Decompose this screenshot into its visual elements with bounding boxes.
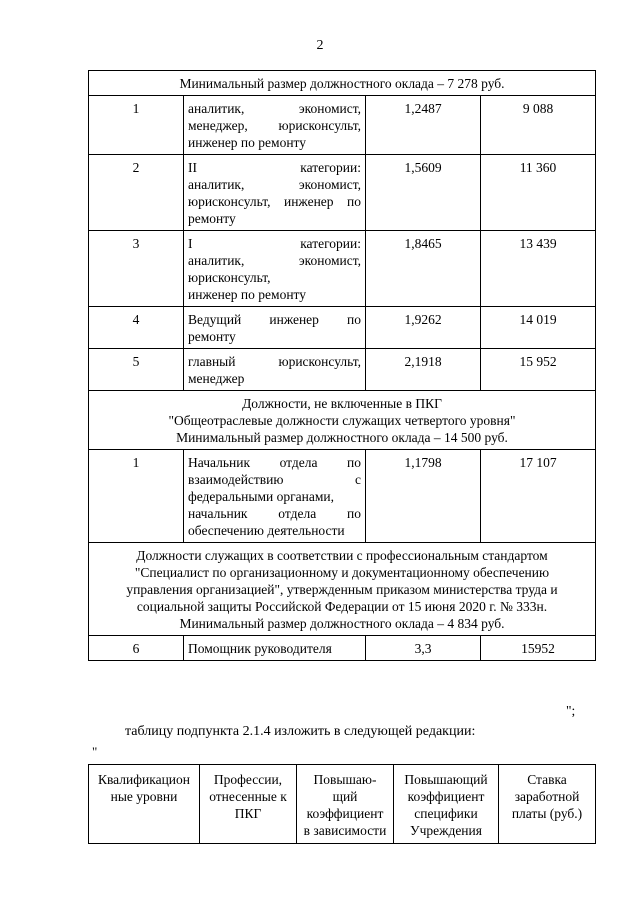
header-line: специфики [414, 806, 478, 821]
text-line: инженер по ремонту [188, 135, 307, 150]
header-line: "Специалист по организационному и документационному обеспечению [134, 565, 550, 580]
salary: 14 019 [481, 307, 596, 349]
header-line: Ставка [527, 772, 567, 787]
position-name [184, 450, 366, 543]
table-row [89, 71, 596, 96]
header-line: Профессии, [213, 772, 283, 787]
salary: 15 952 [481, 349, 596, 391]
header-line: платы (руб.) [511, 806, 583, 821]
text-word: отдела [278, 506, 317, 521]
table-row [89, 155, 596, 231]
position-name: Помощник руководителя [184, 636, 366, 661]
table-row [89, 96, 596, 155]
text-line: юрисконсульт, [188, 270, 271, 285]
header-line: социальной защиты Российской Федерации от 15 июня 2020 г. № 333н. [136, 599, 548, 614]
row-number: 2 [89, 155, 184, 231]
text-line: ремонту [188, 211, 236, 226]
text-line: менеджер [188, 371, 245, 386]
text-line: аналитик, экономист, [188, 253, 361, 268]
text-word: начальник [188, 506, 248, 521]
header-line: "Общеотраслевые должности служащих четвертого уровня" [168, 413, 516, 428]
text-line: менеджер, юрисконсульт, [188, 118, 361, 133]
text-line: обеспечению деятельности [188, 523, 345, 538]
position-name [184, 349, 366, 391]
table-row [89, 349, 596, 391]
header-line: отнесенные к [209, 789, 287, 804]
page-number: 2 [316, 38, 324, 53]
header-line: ные уровни [110, 789, 178, 804]
text-line [188, 454, 361, 471]
header-line: Должности служащих в соответствии с профессиональным стандартом [136, 548, 548, 563]
header-line: в зависимости [303, 823, 387, 838]
text-line: аналитик, экономист, [188, 177, 361, 192]
text-line [188, 505, 361, 522]
coefficient: 1,8465 [366, 231, 481, 307]
section-header-c [89, 543, 596, 636]
text-line: главный юрисконсульт, [188, 354, 361, 369]
header-line: Учреждения [410, 823, 482, 838]
position-name [184, 96, 366, 155]
coefficient: 2,1918 [366, 349, 481, 391]
qualification-table [88, 764, 596, 844]
text-line: ремонту [188, 329, 236, 344]
text-line [188, 471, 361, 488]
text-line: Ведущий инженер по [188, 312, 361, 327]
text-line: инженер по ремонту [188, 287, 307, 302]
closing-quote: "; [566, 703, 576, 718]
header-line: коэффициент [306, 806, 384, 821]
salary: 17 107 [481, 450, 596, 543]
header-line: щий [332, 789, 358, 804]
header-line: управления организацией", утвержденным приказом министерства труда и [126, 582, 558, 597]
salary: 15952 [481, 636, 596, 661]
header-line: коэффициент [407, 789, 485, 804]
text-line: юрисконсульт, инженер по [188, 194, 361, 209]
coefficient: 1,9262 [366, 307, 481, 349]
header-line: Повышающий [404, 772, 488, 787]
table-row [89, 636, 596, 661]
row-number: 1 [89, 96, 184, 155]
header-line: Должности, не включенные в ПКГ [242, 396, 442, 411]
table-row [89, 450, 596, 543]
column-header [297, 765, 394, 844]
salary: 9 088 [481, 96, 596, 155]
row-number: 6 [89, 636, 184, 661]
coefficient: 1,5609 [366, 155, 481, 231]
salary-table [88, 70, 596, 661]
row-number: 4 [89, 307, 184, 349]
header-line: Минимальный размер должностного оклада – 4 834 руб. [179, 616, 505, 631]
column-header [89, 765, 200, 844]
row-number: 1 [89, 450, 184, 543]
table-header-row [89, 765, 596, 844]
header-line: Квалификацион [97, 772, 190, 787]
salary: 13 439 [481, 231, 596, 307]
table-row [89, 543, 596, 636]
table-row [89, 391, 596, 450]
table-row [89, 231, 596, 307]
position-name [184, 307, 366, 349]
table-row [89, 307, 596, 349]
header-line: Повышаю- [313, 772, 377, 787]
coefficient: 1,1798 [366, 450, 481, 543]
section-header-b [89, 391, 596, 450]
text-word: по [347, 506, 361, 521]
position-name [184, 231, 366, 307]
header-line: ПКГ [234, 806, 262, 821]
row-number: 5 [89, 349, 184, 391]
text-line: I категории: [188, 236, 361, 251]
column-header [499, 765, 596, 844]
text-line: федеральными органами, [188, 489, 335, 504]
text-line: II категории: [188, 160, 361, 175]
min-salary-header: Минимальный размер должностного оклада – 7 278 руб. [89, 71, 596, 96]
text-word: отдела [279, 455, 318, 470]
text-word: Начальник [188, 455, 251, 470]
header-line: Минимальный размер должностного оклада – 14 500 руб. [176, 430, 508, 445]
position-name [184, 155, 366, 231]
coefficient: 1,2487 [366, 96, 481, 155]
text-word: взаимодействию [188, 472, 284, 487]
row-number: 3 [89, 231, 184, 307]
coefficient: 3,3 [366, 636, 481, 661]
instruction-text: таблицу подпункта 2.1.4 изложить в следующей редакции: [125, 724, 476, 739]
text-line: аналитик, экономист, [188, 101, 361, 116]
column-header [394, 765, 499, 844]
header-line: заработной [514, 789, 580, 804]
salary: 11 360 [481, 155, 596, 231]
opening-quote: " [92, 744, 98, 759]
column-header [200, 765, 297, 844]
text-word: по [347, 455, 361, 470]
text-word: с [355, 472, 361, 487]
